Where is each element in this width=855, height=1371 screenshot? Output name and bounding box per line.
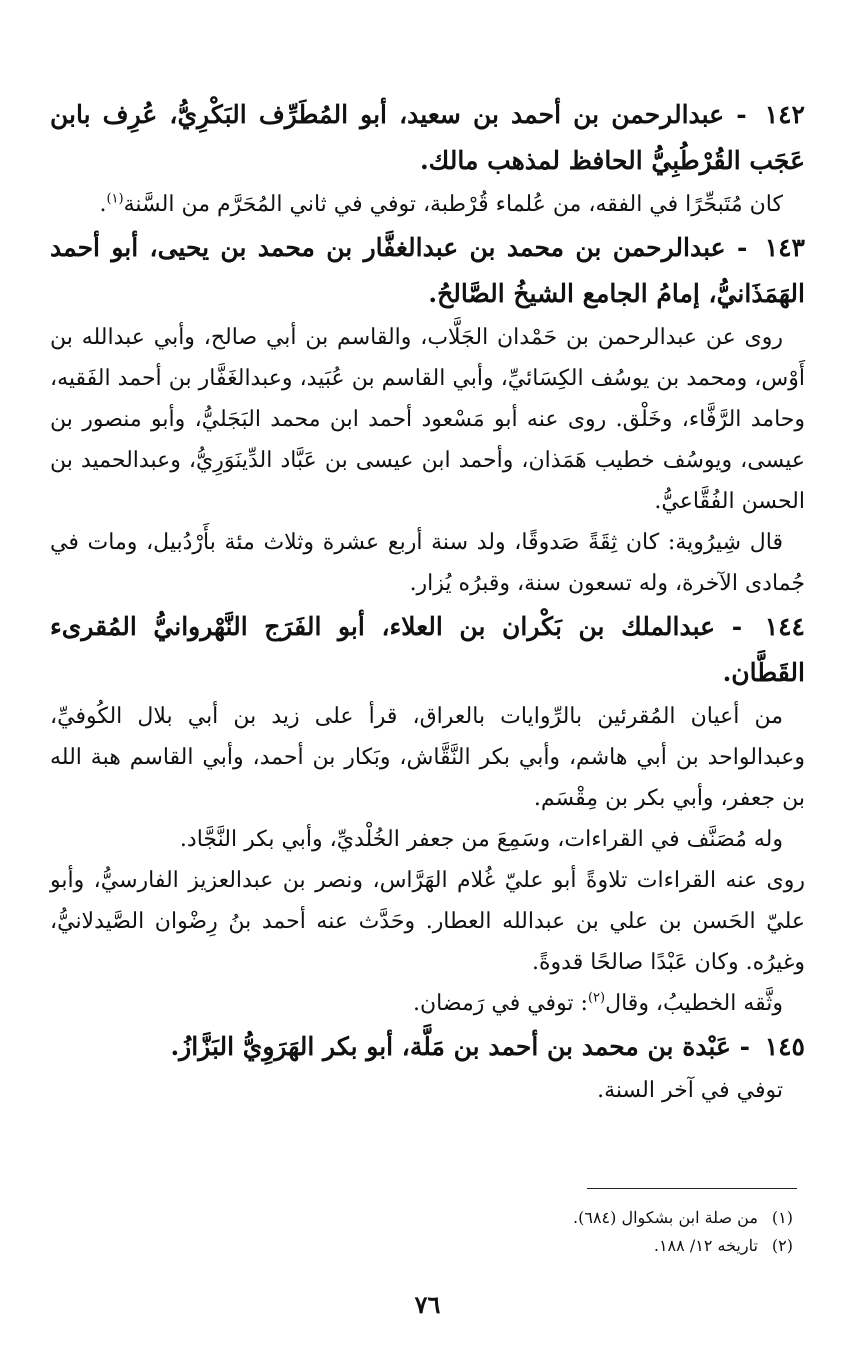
entry-paragraph: قال شِيرُوية: كان ثِقَةً صَدوقًا، ولد سنة أربع عشرة وثلاث مئة بأَرْدُبيل، ومات في جُمادى الآخرة، وله تسعون سنة، وقبرُه يُزار. [50, 530, 805, 596]
biography-entry-145 [50, 1024, 805, 1111]
entry-number: ١٤٤ [764, 612, 805, 641]
paragraph-text-tail: : توفي في رَمضان. [413, 991, 588, 1016]
entry-paragraph: من أعيان المُقرئين بالرِّوايات بالعراق، قرأ على زيد بن أبي بلال الكُوفيِّ، وعبدالواحد بن أبي هاشم، وأبي بكر النَّقَّاش، وبَكار بن أحمد، وأبي القاسم هبة الله بن جعفر، وأبي بكر بن مِقْسَم. [50, 704, 805, 811]
footnote-ref: (٢) [587, 990, 606, 1006]
footnote-ref: (١) [106, 191, 124, 207]
entry-paragraph [50, 983, 805, 1024]
entry-paragraph: روى عن عبدالرحمن بن حَمْدان الجَلَّاب، والقاسم بن أبي صالح، وأبي عبدالله بن أَوْس، ومحمد بن يوسُف الكِسَائيِّ، وأبي القاسم بن عُبَيد، وعبدالغَفَّار بن أحمد الفَقيه، وحامد الرَّفَّاء، وخَلْق. روى عنه أبو مَسْعود أحمد ابن محمد البَجَليُّ، وأبو منصور بن عيسى، ويوسُف خطيب هَمَذان، وأحمد ابن عيسى بن عَبَّاد الدِّينَوَرِيُّ، وعبدالحميد بن الحسن الفُقَّاعيُّ. [50, 325, 806, 514]
footnote-2 [60, 1232, 793, 1260]
entry-heading: ١٤٥ - عَبْدة بن محمد بن أحمد بن مَلَّة، أبو بكر الهَرَوِيُّ البَزَّازُ. [170, 1032, 805, 1061]
footnote-number: (٢) [771, 1236, 793, 1255]
footnote-text: من صلة ابن بشكوال (٦٨٤). [573, 1208, 758, 1227]
entry-heading-text: عبدالرحمن بن محمد بن عبدالغفَّار بن محمد بن يحيى، أبو أحمد الهَمَذَانيُّ، إمامُ الجامع الشيخُ الصَّالحُ. [50, 233, 805, 308]
entry-heading: ١٤٢ - عبدالرحمن بن أحمد بن سعيد، أبو المُطَرِّف البَكْرِيُّ، عُرِف بابن عَجَب القُرْطُبِيُّ الحافظ لمذهب مالك. [50, 100, 805, 175]
biography-entry-144 [50, 604, 805, 1024]
entry-number: ١٤٣ [764, 233, 805, 262]
page-number: ٧٦ [414, 1290, 441, 1319]
entry-heading-text: عبدالرحمن بن أحمد بن سعيد، أبو المُطَرِّف البَكْرِيُّ، عُرِف بابن عَجَب القُرْطُبِيُّ الحافظ لمذهب مالك. [50, 100, 805, 175]
paragraph-text-tail: . [99, 192, 107, 217]
entry-number: ١٤٥ [764, 1032, 805, 1061]
entry-paragraph: وله مُصَنَّف في القراءات، وسَمِعَ من جعفر الخُلْديِّ، وأبي بكر النَّجَّاد. [179, 827, 783, 852]
biography-entry-143 [50, 225, 805, 604]
paragraph-text: كان مُتَبحِّرًا في الفقه، من عُلماء قُرْطبة، توفي في ثاني المُحَرَّم من السَّنة [123, 192, 783, 217]
entry-paragraph [50, 184, 805, 225]
entry-heading: ١٤٣ - عبدالرحمن بن محمد بن عبدالغفَّار بن محمد بن يحيى، أبو أحمد الهَمَذَانيُّ، إمامُ الجامع الشيخُ الصَّالحُ. [50, 233, 805, 308]
entry-number: ١٤٢ [764, 100, 805, 129]
footnotes [60, 1204, 793, 1260]
biography-entry-142 [50, 92, 805, 225]
footnote-number: (١) [771, 1208, 793, 1227]
entry-paragraph: توفي في آخر السنة. [597, 1078, 783, 1103]
entry-heading-text: عَبْدة بن محمد بن أحمد بن مَلَّة، أبو بكر الهَرَوِيُّ البَزَّازُ. [170, 1032, 731, 1061]
footnote-divider [587, 1188, 797, 1189]
entry-paragraph: روى عنه القراءات تلاوةً أبو عليّ غُلام الهَرَّاس، ونصر بن عبدالعزيز الفارسيُّ، وأبو عليّ الحَسن بن علي بن عبدالله العطار. وحَدَّث عنه أحمد بنُ رِضْوان الصَّيدلانيُّ، وغيرُه. وكان عَبْدًا صالحًا قدوةً. [50, 868, 805, 975]
footnote-1 [60, 1204, 793, 1232]
footnote-text: تاريخه ١٢/ ١٨٨. [653, 1236, 758, 1255]
entry-heading: ١٤٤ - عبدالملك بن بَكْران بن العلاء، أبو الفَرَج النَّهْروانيُّ المُقرىء القَطَّان. [50, 612, 805, 687]
entry-heading-text: عبدالملك بن بَكْران بن العلاء، أبو الفَرَج النَّهْروانيُّ المُقرىء القَطَّان. [50, 612, 805, 687]
paragraph-text: وثَّقه الخطيبُ، وقال [605, 991, 783, 1016]
